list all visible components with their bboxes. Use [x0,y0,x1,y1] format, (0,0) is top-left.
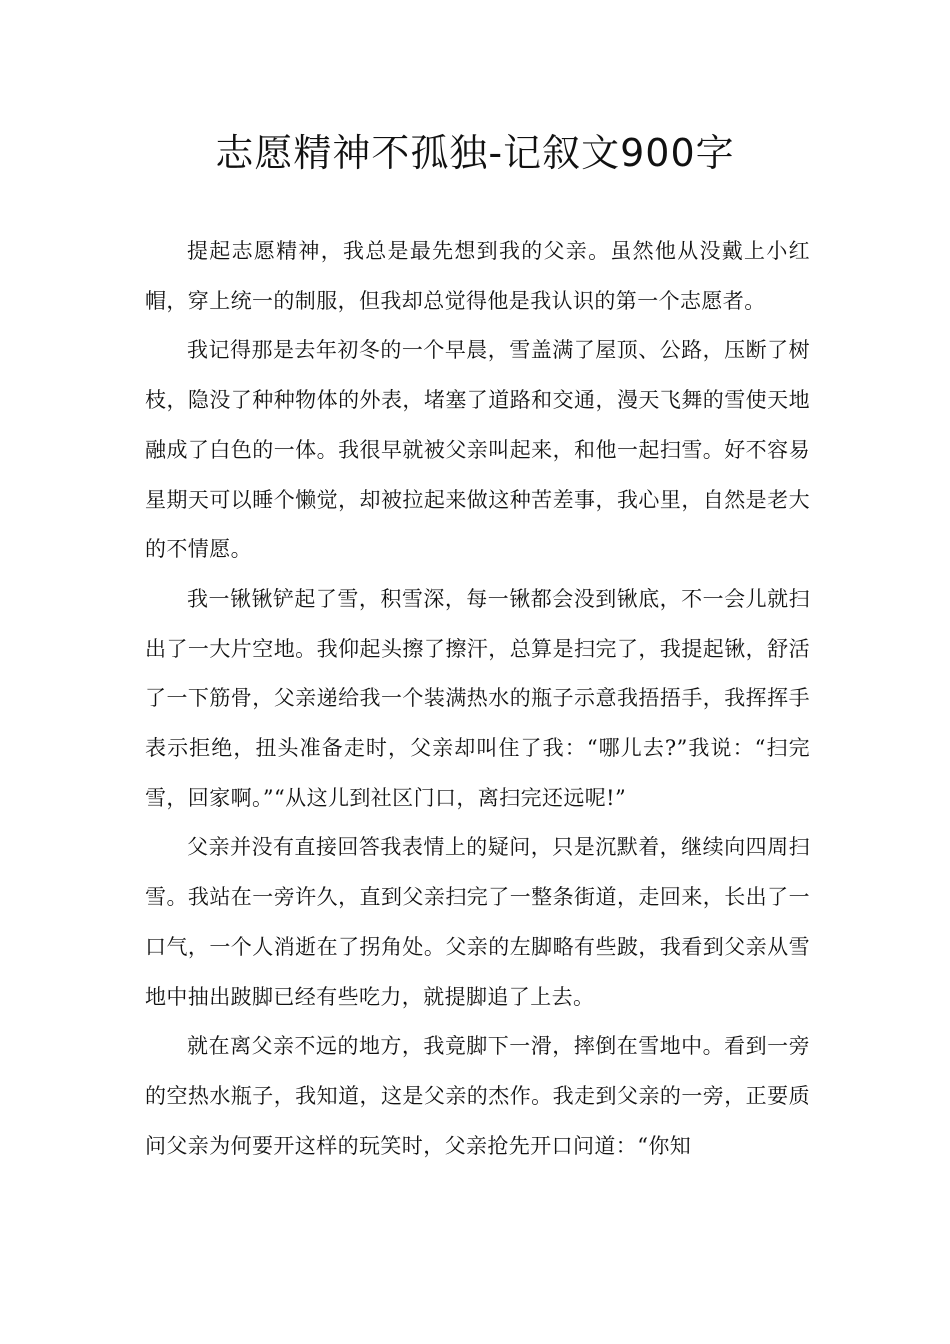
paragraph: 就在离父亲不远的地方，我竟脚下一滑，摔倒在雪地中。看到一旁的空热水瓶子，我知道，这是父亲的杰作。我走到父亲的一旁，正要质问父亲为何要开这样的玩笑时，父亲抢先开口问道：“你知 [145,1034,810,1158]
paragraph: 我一锹锹铲起了雪，积雪深，每一锹都会没到锹底，不一会儿就扫出了一大片空地。我仰起头擦了擦汗，总算是扫完了，我提起锹，舒活了一下筋骨，父亲递给我一个装满热水的瓶子示意我捂捂手，我挥挥手表示拒绝，扭头准备走时，父亲却叫住了我：“哪儿去?”我说：“扫完雪，回家啊。”“从这儿到社区门口，离扫完还远呢!” [145,586,810,810]
document-title: 志愿精神不孤独-记叙文900字 [215,131,735,175]
paragraph: 提起志愿精神，我总是最先想到我的父亲。虽然他从没戴上小红帽，穿上统一的制服，但我却总觉得他是我认识的第一个志愿者。 [145,239,810,313]
document-body [145,227,810,1171]
paragraph: 父亲并没有直接回答我表情上的疑问，只是沉默着，继续向四周扫雪。我站在一旁许久，直到父亲扫完了一整条街道，走回来，长出了一口气，一个人消逝在了拐角处。父亲的左脚略有些跛，我看到父亲从雪地中抽出跛脚已经有些吃力，就提脚追了上去。 [145,835,810,1009]
paragraph: 我记得那是去年初冬的一个早晨，雪盖满了屋顶、公路，压断了树枝，隐没了种种物体的外表，堵塞了道路和交通，漫天飞舞的雪使天地融成了白色的一体。我很早就被父亲叫起来，和他一起扫雪。好不容易星期天可以睡个懒觉，却被拉起来做这种苦差事，我心里，自然是老大的不情愿。 [145,338,810,562]
